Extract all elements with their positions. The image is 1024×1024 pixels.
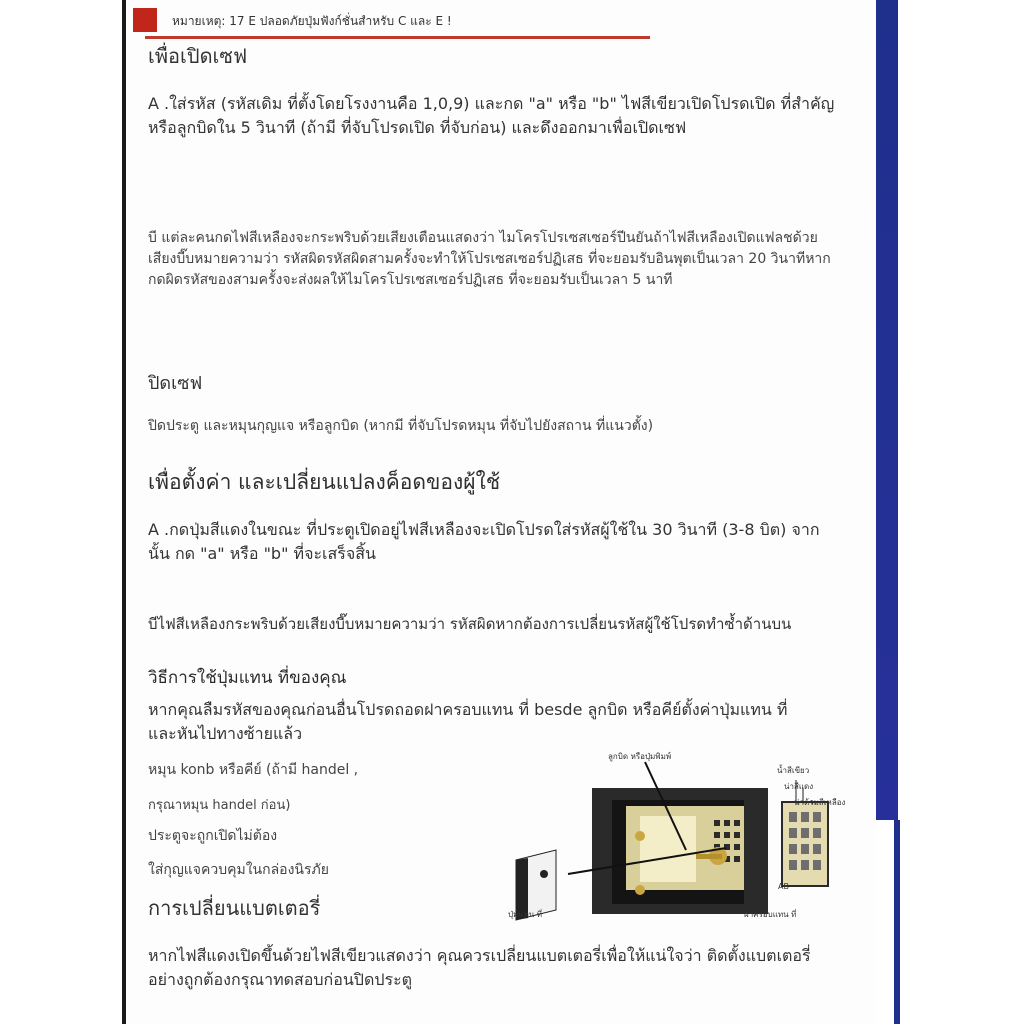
open-step-b-3: กดผิดรหัสของสามครั้งจะส่งผลให้ไมโครโปรเซสเซอร์ปฏิเสธ ที่จะยอมรับเป็นเวลา 5 นาที	[148, 272, 673, 288]
label-knob: ลูกบิด หรือปุ่มพิมพ์	[608, 752, 672, 761]
label-button: ปุ่มแทน ที่	[508, 910, 543, 919]
setcode-step-a-1: A .กดปุ่มสีแดงในขณะ ที่ประตูเปิดอยู่ไฟสีเหลืองจะเปิดโปรดใส่รหัสผู้ใช้ใน 30 วินาที (3-8 บิต) จาก	[148, 520, 820, 539]
setcode-step-a-2: นั้น กด "a" หรือ "b" ที่จะเสร็จสิ้น	[148, 544, 376, 563]
right-edge	[876, 0, 898, 820]
override-item-3: ประตูจะถูกเปิดไม่ต้อง	[148, 828, 278, 844]
open-step-b-1: บี แต่ละคนกดไฟสีเหลืองจะกระพริบด้วยเสียงเตือนแสดงว่า ไมโครโปรเซสเซอร์ปีนยันถ้าไฟสีเหลืองเปิดแฟลชด้วย	[148, 230, 818, 246]
open-step-b-2: เสียงบี๊บหมายความว่า รหัสผิดรหัสผิดสามครั้งจะทำให้โปรเซสเซอร์ปฏิเสธ ที่จะยอมรับอินพุตเป็นเวลา 20 วินาทีหาก	[148, 251, 831, 267]
label-ab: AB	[778, 882, 789, 891]
label-cover: ฝาครอบแทน ที่	[744, 910, 797, 919]
battery-heading: การเปลี่ยนแบตเตอรี่	[148, 896, 321, 920]
close-heading: ปิดเซฟ	[148, 373, 203, 394]
label-yellow: น่าด้วมสีเหลือง	[794, 798, 846, 807]
close-text: ปิดประตู และหมุนกุญแจ หรือลูกบิด (หากมี ที่จับโปรดหมุน ที่จับไปยังสถาน ที่แนวตั้ง)	[148, 418, 654, 434]
battery-text-2: อย่างถูกต้องกรุณาทดสอบก่อนปิดประตู	[148, 970, 413, 989]
right-edge-lower	[894, 820, 900, 1024]
open-step-a-1: A .ใส่รหัส (รหัสเดิม ที่ตั้งโดยโรงงานคือ 1,0,9) และกด "a" หรือ "b" ไฟสีเขียวเปิดโปรดเปิด ที่สำคัญ	[148, 94, 835, 113]
label-red: น่าสีแดง	[784, 782, 814, 791]
override-text-2: และหันไปทางซ้ายแล้ว	[148, 724, 303, 743]
override-text-1: หากคุณลืมรหัสของคุณก่อนอื่นโปรดถอดฝาครอบแทน ที่ besde ลูกบิด หรือคีย์ตั้งค่าปุ่มแทน ที่	[148, 700, 788, 719]
open-heading: เพื่อเปิดเซฟ	[148, 44, 248, 68]
battery-text-1: หากไฟสีแดงเปิดขึ้นด้วยไฟสีเขียวแสดงว่า คุณควรเปลี่ยนแบตเตอรี่เพื่อให้แน่ใจว่า ติดตั้งแบตเตอรี่	[148, 946, 811, 965]
label-green: น้ำสีเขียว	[777, 766, 810, 775]
override-item-4: ใส่กุญแจควบคุมในกล่องนิรภัย	[148, 862, 329, 878]
note-marker	[133, 8, 157, 32]
setcode-heading: เพื่อตั้งค่า และเปลี่ยนแปลงค็อดของผู้ใช้	[148, 470, 501, 494]
override-item-2: กรุณาหมุน handel ก่อน)	[148, 798, 291, 813]
open-step-a-2: หรือลูกบิดใน 5 วินาที (ถ้ามี ที่จับโปรดเปิด ที่จับก่อน) และดึงออกมาเพื่อเปิดเซฟ	[148, 118, 687, 137]
override-button-icon	[540, 870, 548, 878]
setcode-step-b: บีไฟสีเหลืองกระพริบด้วยเสียงบี๊บหมายความว่า รหัสผิดหากต้องการเปลี่ยนรหัสผู้ใช้โปรดทำซ้ำด้านบน	[148, 615, 792, 633]
note-underline	[145, 36, 650, 39]
override-item-1: หมุน konb หรือคีย์ (ถ้ามี handel ,	[148, 762, 359, 778]
override-heading: วิธีการใช้ปุ่มแทน ที่ของคุณ	[148, 668, 347, 688]
note-text: หมายเหตุ: 17 E ปลอดภัยปุ่มฟังก์ชั่นสำหรับ C และ E !	[172, 14, 452, 28]
